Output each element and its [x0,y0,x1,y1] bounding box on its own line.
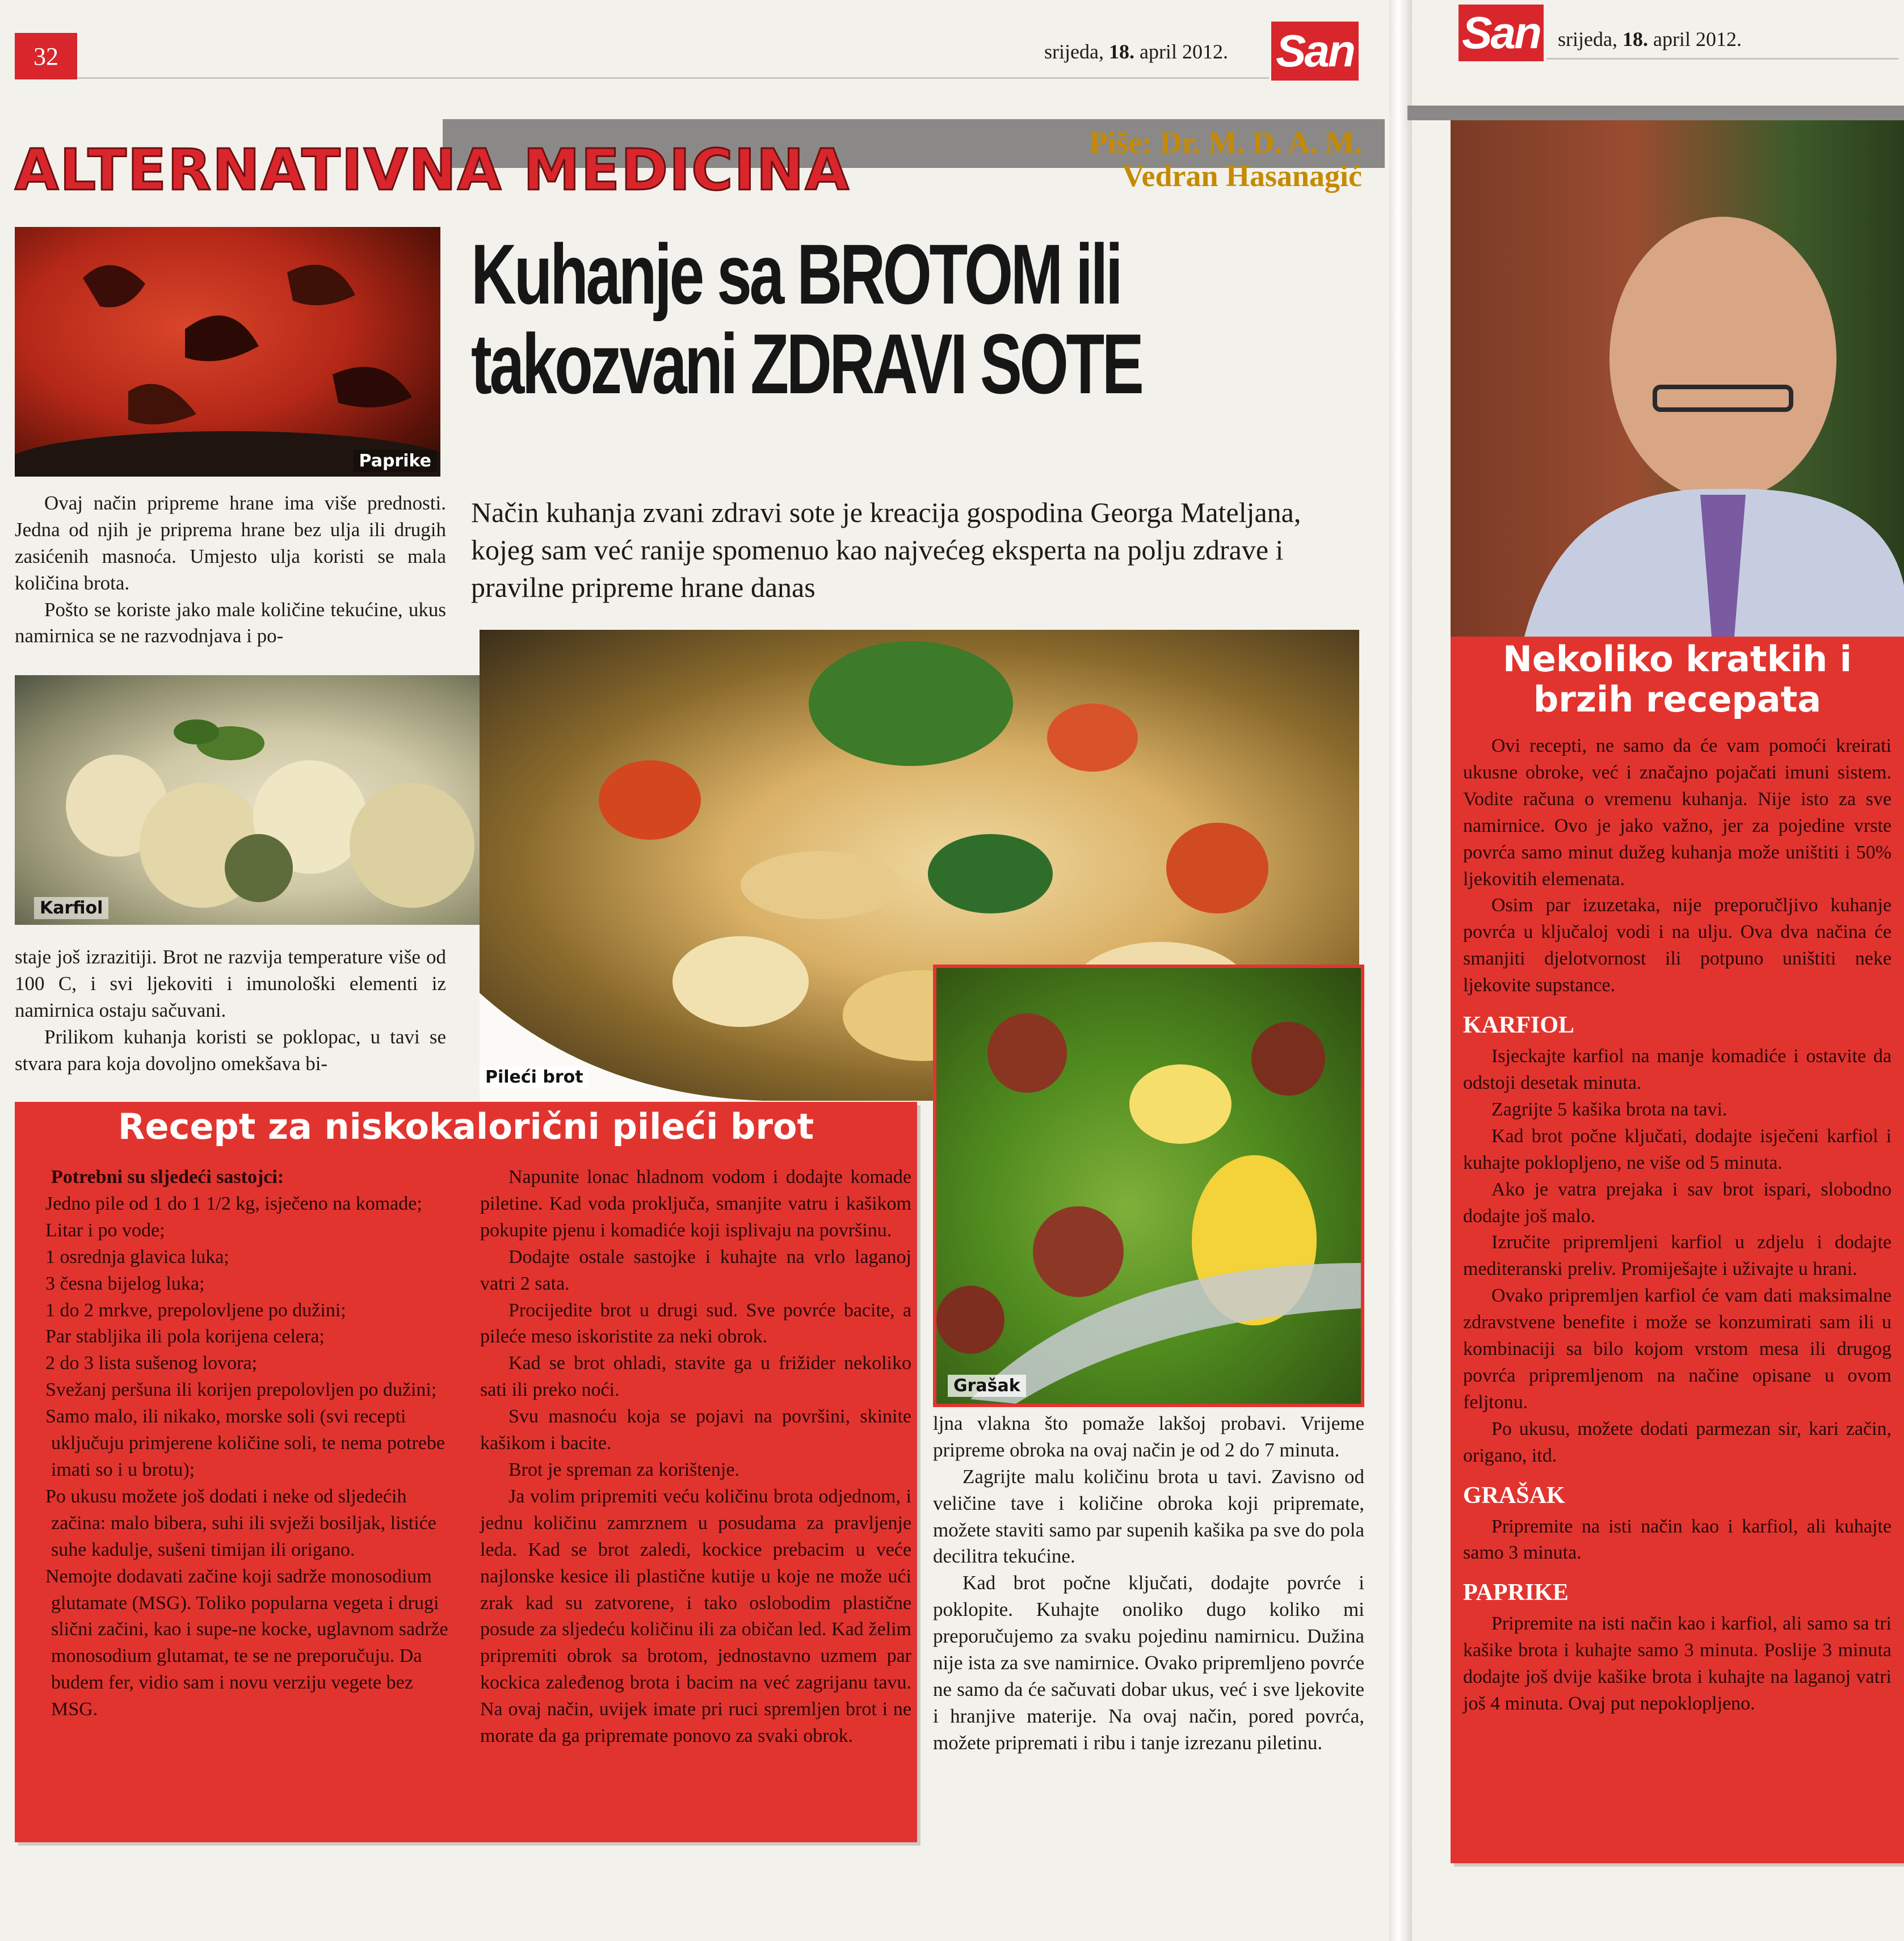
author-illustration [1451,120,1904,637]
paragraph: Zagrijte malu količinu brota u tavi. Zavisno od veličine tave i količine obroka koji pripremate, možete staviti samo par supenih kašika pa sve do pola decilitra tekućine. [933,1465,1364,1568]
ingredient-item: Litar i po vode; [45,1219,165,1241]
date-day: 18. [1108,40,1134,63]
paragraph: Pripremite na isti način kao i karfiol, ali kuhajte samo 3 minuta. [1463,1515,1892,1564]
section-title: ALTERNATIVNA MEDICINA [15,137,850,203]
left-column-bottom [15,944,446,1077]
grey-bar-right [1407,106,1904,120]
paragraph: ljna vlakna što pomaže lakšoj probavi. Vrijeme pripreme obroka na ovaj način je od 2 do 7 minuta. [933,1412,1364,1461]
step: Dodajte ostale sastojke i kuhajte na vrlo laganoj vatri 2 sata. [480,1246,911,1294]
headline-line-2: takozvani ZDRAVI SOTE [471,315,1142,411]
header-rule-right [1546,58,1898,60]
paragraph: Zagrijte 5 kašika brota na tavi. [1491,1098,1728,1120]
ingredient-item: Jedno pile od 1 do 1 1/2 kg, isječeno na komade; [45,1193,422,1214]
paprike-photo [15,227,440,477]
paragraph: Osim par izuzetaka, nije preporučljivo kuhanje povrća u ključaloj vodi i na ulju. Ova dva načina će smanjiti djelotvornost ili potpuno uništiti neke ljekovite supstance. [1463,895,1892,996]
recipe-box [15,1102,917,1842]
sidebar-title [1451,639,1904,720]
headline-line-1: Kuhanje sa BROTOM ili [471,226,1121,322]
caption-grasak: Grašak [948,1375,1026,1397]
date-right [1558,27,1742,51]
sidebar-title-line-2: brzih recepata [1533,679,1822,721]
ingredient-item: Par stabljika ili pola korijena celera; [45,1326,325,1348]
date-rest: april 2012. [1134,40,1228,63]
paragraph: Pripremite na isti način kao i karfiol, ali samo sa tri kašike brota i kuhajte samo 3 minuta. Poslije 3 minuta dodajte još dvije kašike brota i kuhajte na laganoj vatri još 4 minuta. Ovaj put nepoklopljeno. [1463,1613,1892,1715]
karfiol-photo [15,675,560,925]
paragraph: Po ukusu, možete dodati parmezan sir, kari začin, origano, itd. [1463,1418,1892,1466]
caption-paprike: Paprike [354,450,437,472]
paprike-heading: PAPRIKE [1463,1580,1569,1606]
paragraph: Isjeckajte karfiol na manje komadiće i ostavite da odstoji desetak minuta. [1463,1046,1892,1093]
left-column-top [15,490,446,650]
san-logo-right: San [1459,5,1544,61]
step: Svu masnoću koja se pojavi na površini, skinite kašikom i bacite. [480,1406,911,1454]
byline-line-2: Vedran Hasanagić [1122,159,1362,193]
paragraph: Ovako pripremljen karfiol će vam dati maksimalne zdravstvene benefite i može se konzumirati sam ili u kombinaciji sa bilo kojom vrstom mesa ili drugog povrća pripremljenom na načine opisane u ovom feljtonu. [1463,1285,1892,1413]
step: Napunite lonac hladnom vodom i dodajte komade piletine. Kad voda proključa, smanjite vatru i kašikom pokupite pjenu i komadiće koji isplivaju na površinu. [480,1167,911,1241]
header-rule-left [77,77,1269,79]
caption-pileci-brot: Pileći brot [480,1066,589,1088]
paragraph: Ovi recepti, ne samo da će vam pomoći kreirati ukusne obroke, već i značajno pojačati imuni sistem. Vodite računa o vremenu kuhanja. Nije isto za sve namirnice. Ovo je jako važno, jer za pojedine vrste povrća samo minut dužeg kuhanja može uništiti i 50% ljekovitih elemenata. [1463,735,1892,890]
lead-paragraph: Način kuhanja zvani zdravi sote je kreacija gospodina Georga Mateljana, kojeg sam već ranije spomenuo kao najvećeg eksperta na polju zdrave i pravilne pripreme hrane danas [471,496,1301,603]
caption-karfiol: Karfiol [34,897,108,919]
paragraph: Ako je vatra prejaka i sav brot ispari, slobodno dodajte još malo. [1463,1178,1892,1227]
page-number: 32 [15,33,77,79]
step: Kad se brot ohladi, stavite ga u frižider nekoliko sati ili preko noći. [480,1353,911,1401]
steps-column [480,1164,911,1750]
paragraph: Kad brot počne ključati, dodajte povrće i poklopite. Kuhajte onoliko dugo koliko mi preporučujemo za svaku pojedinu namirnicu. Dužina nije ista za sve namirnice. Ovako pripremljeno povrće ne samo da će sačuvati dobar ukus, već i sve ljekovite i hranjive materije. Na ovaj način, pored povrća, možete pripremati i ribu i tanje izrezanu piletinu. [933,1572,1364,1754]
ingredients-heading: Potrebni su sljedeći sastojci: [51,1167,284,1188]
paragraph: staje još izrazitiji. Brot ne razvija temperature više od 100 C, i svi ljekoviti i imunološki elementi iz namirnica ostaju sačuvani. [15,946,446,1021]
ingredient-item: 1 do 2 mrkve, prepolovljene po dužini; [45,1299,346,1321]
sidebar-box [1451,637,1904,1863]
byline-line-1: Piše: Dr. M. D. A. M. [1089,125,1362,159]
date-day: 18. [1622,28,1648,50]
date-left [1044,40,1228,64]
step: Brot je spreman za korištenje. [508,1459,739,1480]
page-gutter [1389,0,1412,1941]
middle-column [933,1411,1364,1757]
ingredient-item: 3 česna bijelog luka; [45,1273,205,1294]
paprike-illustration [15,227,440,477]
grasak-photo [933,965,1364,1407]
ingredient-item: 1 osrednja glavica luka; [45,1246,229,1268]
ingredient-item: Po ukusu možete još dodati i neke od sljedećih začina: malo bibera, suhi ili svježi bosiljak, listiće suhe kadulje, sušeni timijan ili origano. [45,1485,436,1560]
paragraph: Prilikom kuhanja koristi se poklopac, u tavi se stvara para koja dovoljno omekšava bi- [15,1025,446,1075]
san-logo-left: San [1271,22,1359,81]
ingredient-item: Svežanj peršuna ili korijen prepolovljen po dužini; [45,1379,437,1401]
headline [471,226,1142,411]
ingredients-column [15,1164,463,1723]
paragraph: Izručite pripremljeni karfiol u zdjelu i dodajte mediteranski preliv. Promiješajte i uživajte u hrani. [1463,1232,1892,1280]
recipe-title: Recept za niskokalorični pileći brot [117,1106,814,1147]
sidebar-title-line-1: Nekoliko kratkih i [1502,638,1852,680]
paragraph: Kad brot počne ključati, dodajte isječeni karfiol i kuhajte poklopljeno, ne više od 5 minuta. [1463,1125,1892,1173]
karfiol-heading: KARFIOL [1463,1012,1575,1039]
grasak-heading: GRAŠAK [1463,1482,1565,1509]
ingredient-item: Samo malo, ili nikako, morske soli (svi recepti uključuju primjerene količine soli, te nema potrebe imati so i u brotu); [45,1406,445,1480]
paragraph: Ovaj način pripreme hrane ima više prednosti. Jedna od njih je priprema hrane bez ulja ili drugih zasićenih masnoća. Umjesto ulja koristi se mala količina brota. [15,492,446,594]
sidebar-text [1463,733,1892,1717]
ingredient-item: Nemojte dodavati začine koji sadrže monosodium glutamate (MSG). Toliko popularna vegeta i drugi slični začini, kao i supe-ne kocke, uglavnom sadrže monosodium glutamat, te se ne preporučuju. Da budem fer, vidio sam i novu verziju vegete bez MSG. [45,1565,448,1720]
karfiol-illustration [15,675,560,925]
date-rest: april 2012. [1647,28,1742,50]
step: Ja volim pripremiti veću količinu brota odjednom, i jednu količinu zamrznem u posudama za pravljenje leda. Kad se brot zaledi, kockice prebacim u veće najlonske kesice ili plastične kutije u koje ne može ući zrak kad su zatvorene, i tako oslobodim plastične posude za sljedeću količinu ili za običan led. Kad želim pripremiti obrok sa brotom, jednostavno uzmem par kockica zaleđenog brota i bacim na već zagrijanu tavu. Na ovaj način, uvijek imate pri ruci spremljen brot i ne morate da ga pripremate ponovo za svaki obrok. [480,1485,911,1747]
paragraph: Pošto se koriste jako male količine tekućine, ukus namirnica se ne razvodnjava i po- [15,598,446,647]
grasak-illustration [936,968,1361,1404]
date-prefix: srijeda, [1044,40,1109,63]
author-photo [1451,120,1904,637]
byline [965,126,1362,193]
ingredient-item: 2 do 3 lista sušenog lovora; [45,1353,258,1374]
step: Procijedite brot u drugi sud. Sve povrće bacite, a pileće meso iskoristite za neki obrok. [480,1299,911,1348]
date-prefix: srijeda, [1558,28,1623,50]
